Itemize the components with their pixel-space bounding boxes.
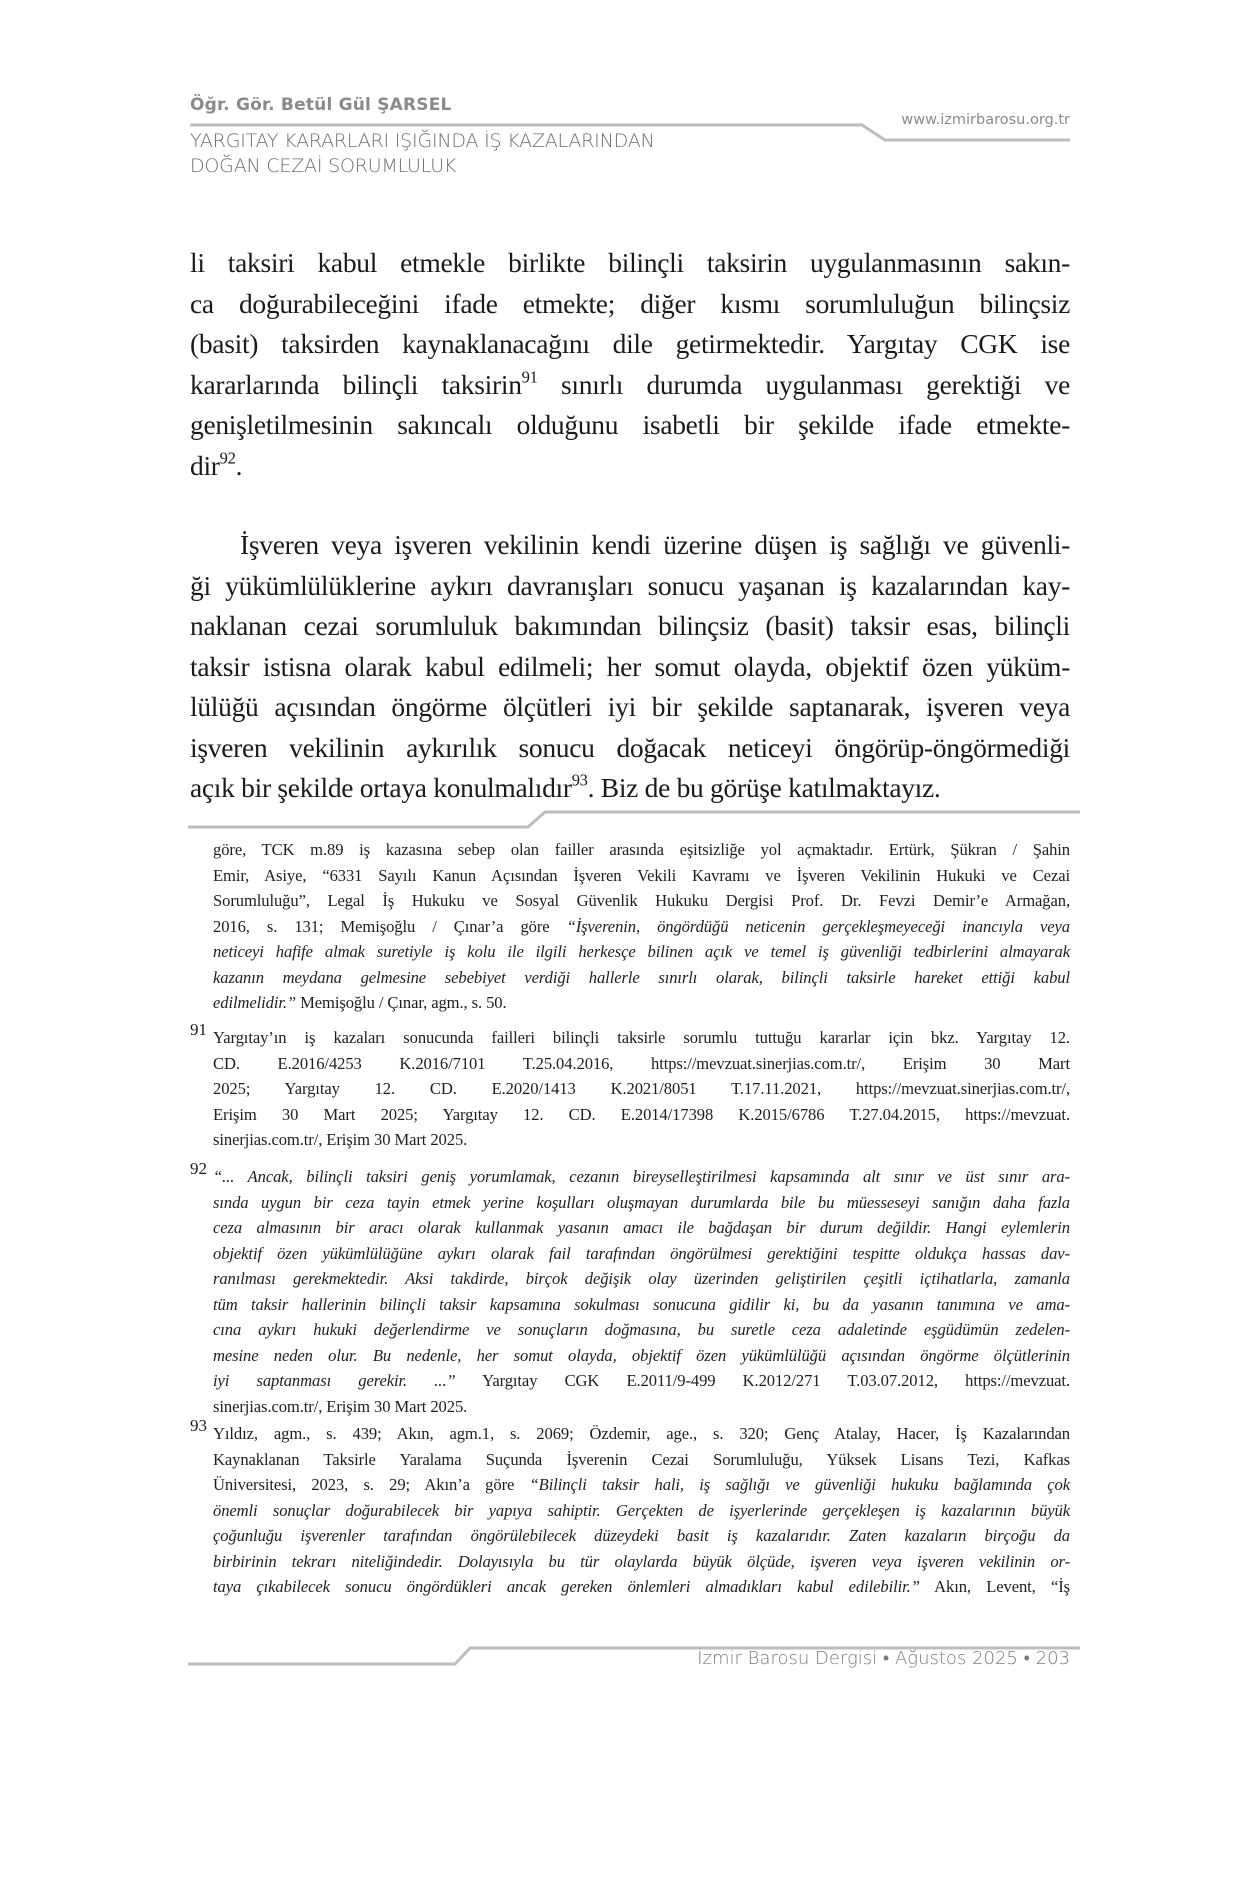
page-number: 203 <box>1035 1648 1070 1669</box>
body-line <box>190 768 1070 808</box>
quoted-text: çoğunluğu işverenler tarafından öngörülebilecek düzeydeki basit iş kazalarıdır. Zaten kazaların birçoğu da <box>213 1526 1070 1545</box>
text-run: Yargıtay’ın iş kazaları sonucunda failleri bilinçli taksirle sorumlu tuttuğu kararlar için bkz. Yargıtay 12. <box>213 1028 1070 1047</box>
body-line: li taksiri kabul etmekle birlikte bilinçli taksirin uygulanmasının sakın- <box>190 247 1070 278</box>
footnote-line <box>213 1573 1070 1601</box>
body-line <box>190 365 1070 405</box>
body-line: naklanan cezai sorumluluk bakımından bilinçsiz (basit) taksir esas, bilinçli <box>190 610 1070 641</box>
footer-separator: • <box>1023 1648 1030 1669</box>
footnote-line <box>213 1050 1070 1078</box>
journal-name: İzmir Barosu Dergisi <box>697 1648 878 1669</box>
footnote-line <box>213 1214 1070 1242</box>
author-name: Öğr. Gör. Betül Gül ŞARSEL <box>190 95 452 115</box>
text-run: Memişoğlu / Çınar, agm., s. 50. <box>296 993 507 1012</box>
text-run: 2025; Yargıtay 12. CD. E.2020/1413 K.2021/8051 T.17.11.2021, https://mevzuat.sinerjias.com.tr/, <box>213 1079 1070 1098</box>
text-run: Kaynaklanan Taksirle Yaralama Suçunda İşverenin Cezai Sorumluluğu, Yüksek Lisans Tezi, Kafkas <box>213 1449 1070 1469</box>
quoted-text: tüm taksir hallerinin bilinçli taksir kapsamına sokulması sonucuna gidilir ki, bu da yasanın tanımına ve ama- <box>213 1294 1070 1314</box>
quoted-text: sında uygun bir ceza tayin etmek yerine koşulları oluşmayan durumlarda bile bu müesseseyi sanığın daha fazla <box>213 1192 1070 1212</box>
footnote-line <box>213 1471 1070 1499</box>
text-run: sınırlı durumda uygulanması gerektiği ve <box>537 368 1070 400</box>
text-run: 2016, s. 131; Memişoğlu / Çınar’a göre <box>213 916 567 936</box>
text-run: açık bir şekilde ortaya konulmalıdır <box>190 772 572 803</box>
footnote-line <box>213 964 1070 992</box>
page-footer <box>697 1648 1070 1669</box>
body-line: ca doğurabileceğini ifade etmekte; diğer kısmı sorumluluğun bilinçsiz <box>190 287 1070 319</box>
footnote-line <box>213 1163 1070 1191</box>
text-run: Erişim 30 Mart 2025; Yargıtay 12. CD. E.2014/17398 K.2015/6786 T.27.04.2015, https://mevzuat. <box>213 1104 1070 1124</box>
footnote-line <box>213 1420 1070 1448</box>
footnote-line <box>213 1075 1070 1103</box>
footnote-line <box>213 1342 1070 1370</box>
footnote-number: 91 <box>190 1020 207 1039</box>
footnote-line <box>213 1497 1070 1525</box>
text-run: sinerjias.com.tr/, Erişim 30 Mart 2025. <box>213 1396 468 1416</box>
footnote-line <box>213 1291 1070 1319</box>
body-line <box>190 446 1070 486</box>
quoted-text: objektif özen yükümlülüğüne aykırı olarak fail tarafından öngörülmesi gerektiğini tespitte oldukça hassas dav- <box>213 1243 1070 1263</box>
body-line: genişletilmesinin sakıncalı olduğunu isabetli bir şekilde ifade etmekte- <box>190 409 1070 440</box>
website-link[interactable]: www.izmirbarosu.org.tr <box>901 112 1070 128</box>
footnote-line <box>213 1240 1070 1268</box>
text-run: Yargıtay CGK E.2011/9-499 K.2012/271 T.03.07.2012, https://mevzuat. <box>455 1371 1070 1390</box>
body-line: ği yükümlülüklerine aykırı davranışları sonucu yaşanan iş kazalarından kay- <box>190 569 1070 601</box>
footnote-line <box>213 1316 1070 1344</box>
footnote-line <box>213 938 1070 966</box>
footnote-reference[interactable]: 91 <box>521 366 538 386</box>
text-run: Akın, Levent, “İş <box>919 1577 1070 1596</box>
text-run: Üniversitesi, 2023, s. 29; Akın’a göre <box>213 1475 530 1494</box>
text-run: dir <box>190 449 220 481</box>
quoted-text: neticeyi hafife almak suretiyle iş kolu ile ilgili herkesçe bilinen açık ve temel iş güvenliği tedbirlerini almayarak <box>213 942 1070 961</box>
footer-separator: • <box>882 1648 890 1669</box>
body-line: (basit) taksirden kaynaklanacağını dile getirmektedir. Yargıtay CGK ise <box>190 328 1070 359</box>
footnote-line <box>213 1265 1070 1293</box>
text-run: kararlarında bilinçli taksirin <box>190 368 522 400</box>
quoted-text: “Bilinçli taksir hali, iş sağlığı ve güvenliği hukuku bağlamında çok <box>529 1475 1071 1494</box>
quoted-text: cına aykırı hukuki değerlendirme ve sonuçların doğmasına, bu suretle ceza adaletinde eşgüdümün zedelen- <box>213 1320 1070 1339</box>
body-line: taksir istisna olarak kabul edilmeli; her somut olayda, objektif özen yüküm- <box>190 650 1070 682</box>
footnote-line <box>213 1101 1070 1129</box>
quoted-text: “... Ancak, bilinçli taksiri geniş yorumlamak, cezanın bireyselleştirilmesi kapsamında alt sınır ve üst sınır ara- <box>213 1167 1070 1186</box>
footnote-number: 93 <box>190 1416 207 1435</box>
text-run: . <box>235 449 243 481</box>
footnote-line <box>213 1126 1070 1154</box>
body-line: İşveren veya işveren vekilinin kendi üzerine düşen iş sağlığı ve güvenli- <box>240 529 1070 560</box>
quoted-text: iyi saptanması gerekir. ...” <box>213 1371 456 1390</box>
footnote-line <box>213 1548 1070 1576</box>
quoted-text: birbirinin tekrarı niteliğindedir. Dolayısıyla bu tür olaylarda büyük ölçüde, işveren veya işveren vekilinin or- <box>213 1551 1070 1571</box>
text-run: CD. E.2016/4253 K.2016/7101 T.25.04.2016, https://mevzuat.sinerjias.com.tr/, Erişim 30 Mart <box>213 1053 1070 1073</box>
article-title-line-1: YARGITAY KARARLARI IŞIĞINDA İŞ KAZALARINDAN <box>190 130 655 152</box>
footnote-line <box>213 1367 1070 1395</box>
quoted-text: ranılması gerekmektedir. Aksi takdirde, birçok değişik olay üzerinden geliştirilen çeşitli içtihatlarla, zamanla <box>213 1269 1070 1288</box>
quoted-text: önemli sonuçlar doğurabilecek bir yapıya sahiptir. Gerçekten de işyerlerinde gerçekleşen iş kazalarının büyük <box>213 1500 1070 1520</box>
footnote-separator <box>188 812 1080 827</box>
quoted-text: kazanın meydana gelmesine sebebiyet verdiği hallerle sınırlı olarak, bilinçli taksirle hareket ettiği kabul <box>213 967 1070 987</box>
footnote-line <box>213 1522 1070 1550</box>
quoted-text: mesine neden olur. Bu nedenle, her somut olayda, objektif özen yükümlülüğü açısından öngörme ölçütlerinin <box>213 1345 1070 1365</box>
text-run: . Biz de bu görüşe katılmaktayız. <box>587 772 941 803</box>
text-run: sinerjias.com.tr/, Erişim 30 Mart 2025. <box>213 1130 468 1149</box>
body-line: lülüğü açısından öngörme ölçütleri iyi bir şekilde saptanarak, işveren veya <box>190 691 1070 722</box>
article-title-line-2: DOĞAN CEZAİ SORUMLULUK <box>190 155 457 177</box>
footnote-line <box>213 1446 1070 1474</box>
footnote-line <box>213 1189 1070 1217</box>
footnote-line <box>213 913 1070 941</box>
issue-date: Ağustos 2025 <box>894 1648 1018 1669</box>
footnote-line: Emir, Asiye, “6331 Sayılı Kanun Açısından İşveren Vekili Kavramı ve İşveren Vekilinin Hukuki ve Cezai <box>213 865 1070 885</box>
footnote-line <box>213 1024 1070 1052</box>
quoted-text: “İşverenin, öngördüğü neticenin gerçekleşmeyeceği inancıyla veya <box>566 916 1070 936</box>
footnote-number: 92 <box>190 1159 207 1178</box>
footnote-line: Sorumluluğu”, Legal İş Hukuku ve Sosyal Güvenlik Hukuku Dergisi Prof. Dr. Fevzi Demir’e Armağan, <box>213 891 1070 910</box>
footnote-reference[interactable]: 93 <box>571 770 588 790</box>
text-run: Yıldız, agm., s. 439; Akın, agm.1, s. 2069; Özdemir, age., s. 320; Genç Atalay, Hacer, İş Kazalarından <box>213 1424 1070 1443</box>
footnote-reference[interactable]: 92 <box>219 447 236 467</box>
quoted-text: taya çıkabilecek sonucu öngördükleri ancak gereken önlemleri almadıkları kabul edilebilir.” <box>213 1577 920 1596</box>
footnote-line <box>213 1393 1070 1421</box>
quoted-text: ceza almasının bir aracı olarak kullanmak yasanın amacı ile bağdaşan bir durum değildir. Hangi eylemlerin <box>213 1218 1070 1237</box>
body-line: işveren vekilinin aykırılık sonucu doğacak neticeyi öngörüp-öngörmediği <box>190 731 1070 763</box>
quoted-text: edilmelidir.” <box>213 993 297 1012</box>
footnote-line: göre, TCK m.89 iş kazasına sebep olan failler arasında eşitsizliğe yol açmaktadır. Ertürk, Şükran / Şahin <box>213 840 1070 859</box>
footnote-line <box>213 989 1070 1017</box>
